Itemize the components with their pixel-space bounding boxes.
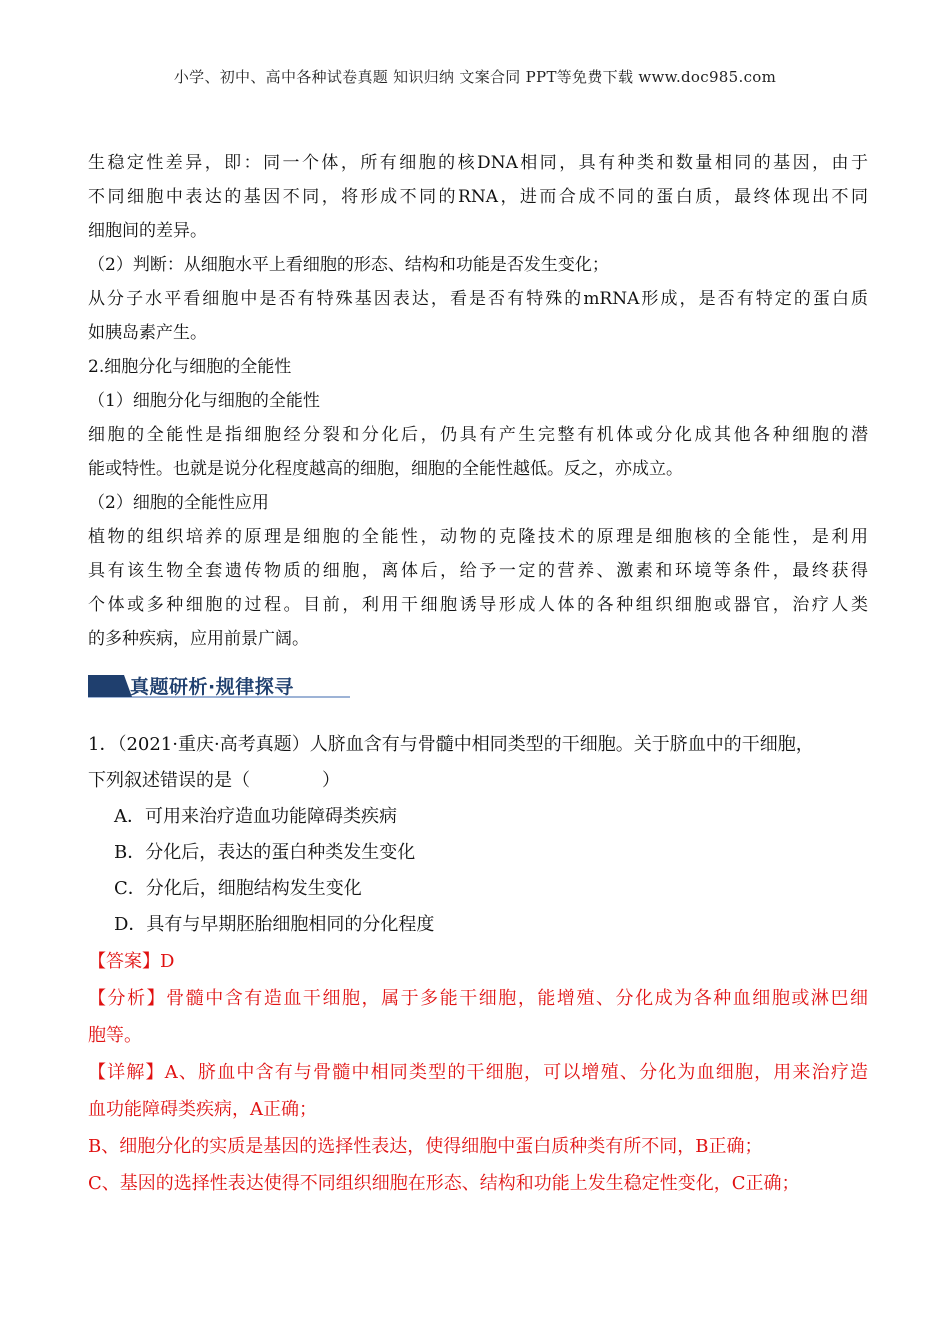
option-c: C．分化后，细胞结构发生变化 xyxy=(114,878,362,899)
analysis-line: 【分析】骨髓中含有造血干细胞，属于多能干细胞，能增殖、分化成为各种血细胞或淋巴细 xyxy=(88,988,868,1009)
paragraph-line: 细胞间的差异。 xyxy=(88,221,207,241)
option-b: B．分化后，表达的蛋白种类发生变化 xyxy=(114,842,416,863)
answer-line: 【答案】D xyxy=(88,951,175,972)
heading-differentiation-totipotency: 2.细胞分化与细胞的全能性 xyxy=(88,357,292,377)
paragraph-line: 的多种疾病，应用前景广阔。 xyxy=(88,629,309,649)
question-1 xyxy=(88,727,874,943)
option-d: D．具有与早期胚胎细胞相同的分化程度 xyxy=(114,914,435,935)
option-a: A．可用来治疗造血功能障碍类疾病 xyxy=(114,806,397,827)
paragraph-line: 生稳定性差异，即：同一个体，所有细胞的核DNA相同，具有种类和数量相同的基因，由于 xyxy=(88,153,868,173)
section-title: 真题研析·规律探寻 xyxy=(130,676,294,698)
detail-line: 血功能障碍类疾病，A正确； xyxy=(88,1099,317,1120)
subheading-judgement: （2）判断：从细胞水平上看细胞的形态、结构和功能是否发生变化； xyxy=(88,255,609,275)
subheading-1: （1）细胞分化与细胞的全能性 xyxy=(88,391,320,411)
detail-line: 【详解】A、脐血中含有与骨髓中相同类型的干细胞，可以增殖、分化为血细胞，用来治疗造 xyxy=(88,1062,868,1083)
page-header xyxy=(0,66,950,87)
paragraph-line: 个体或多种细胞的过程。目前，利用干细胞诱导形成人体的各种组织细胞或器官，治疗人类 xyxy=(88,595,868,615)
section-title-banner xyxy=(88,671,350,699)
subheading-2: （2）细胞的全能性应用 xyxy=(88,493,269,513)
paragraph-line: 细胞的全能性是指细胞经分裂和分化后，仍具有产生完整有机体或分化成其他各种细胞的潜 xyxy=(88,425,868,445)
answer-explanation xyxy=(88,943,868,1202)
question-stem: 下列叙述错误的是（ ） xyxy=(88,770,340,791)
paragraph-line: 具有该生物全套遗传物质的细胞，离体后，给予一定的营养、激素和环境等条件，最终获得 xyxy=(88,561,868,581)
detail-line: C、基因的选择性表达使得不同组织细胞在形态、结构和功能上发生稳定性变化，C正确； xyxy=(88,1173,800,1194)
content-section-cell-differentiation xyxy=(88,146,868,656)
analysis-line: 胞等。 xyxy=(88,1025,142,1046)
paragraph-line: 如胰岛素产生。 xyxy=(88,323,207,343)
detail-line: B、细胞分化的实质是基因的选择性表达，使得细胞中蛋白质种类有所不同，B正确； xyxy=(88,1136,763,1157)
paragraph-line: 植物的组织培养的原理是细胞的全能性，动物的克隆技术的原理是细胞核的全能性，是利用 xyxy=(88,527,868,547)
paragraph-line: 不同细胞中表达的基因不同，将形成不同的RNA，进而合成不同的蛋白质，最终体现出不同 xyxy=(88,187,868,207)
paragraph-line: 从分子水平看细胞中是否有特殊基因表达，看是否有特殊的mRNA形成，是否有特定的蛋白质 xyxy=(88,289,868,309)
header-text: 小学、初中、高中各种试卷真题 知识归纳 文案合同 PPT等免费下载 www.doc985.com xyxy=(173,68,777,86)
question-stem: 1．（2021·重庆·高考真题）人脐血含有与骨髓中相同类型的干细胞。关于脐血中的干细胞， xyxy=(88,734,814,755)
paragraph-line: 能或特性。也就是说分化程度越高的细胞，细胞的全能性越低。反之，亦成立。 xyxy=(88,459,683,479)
